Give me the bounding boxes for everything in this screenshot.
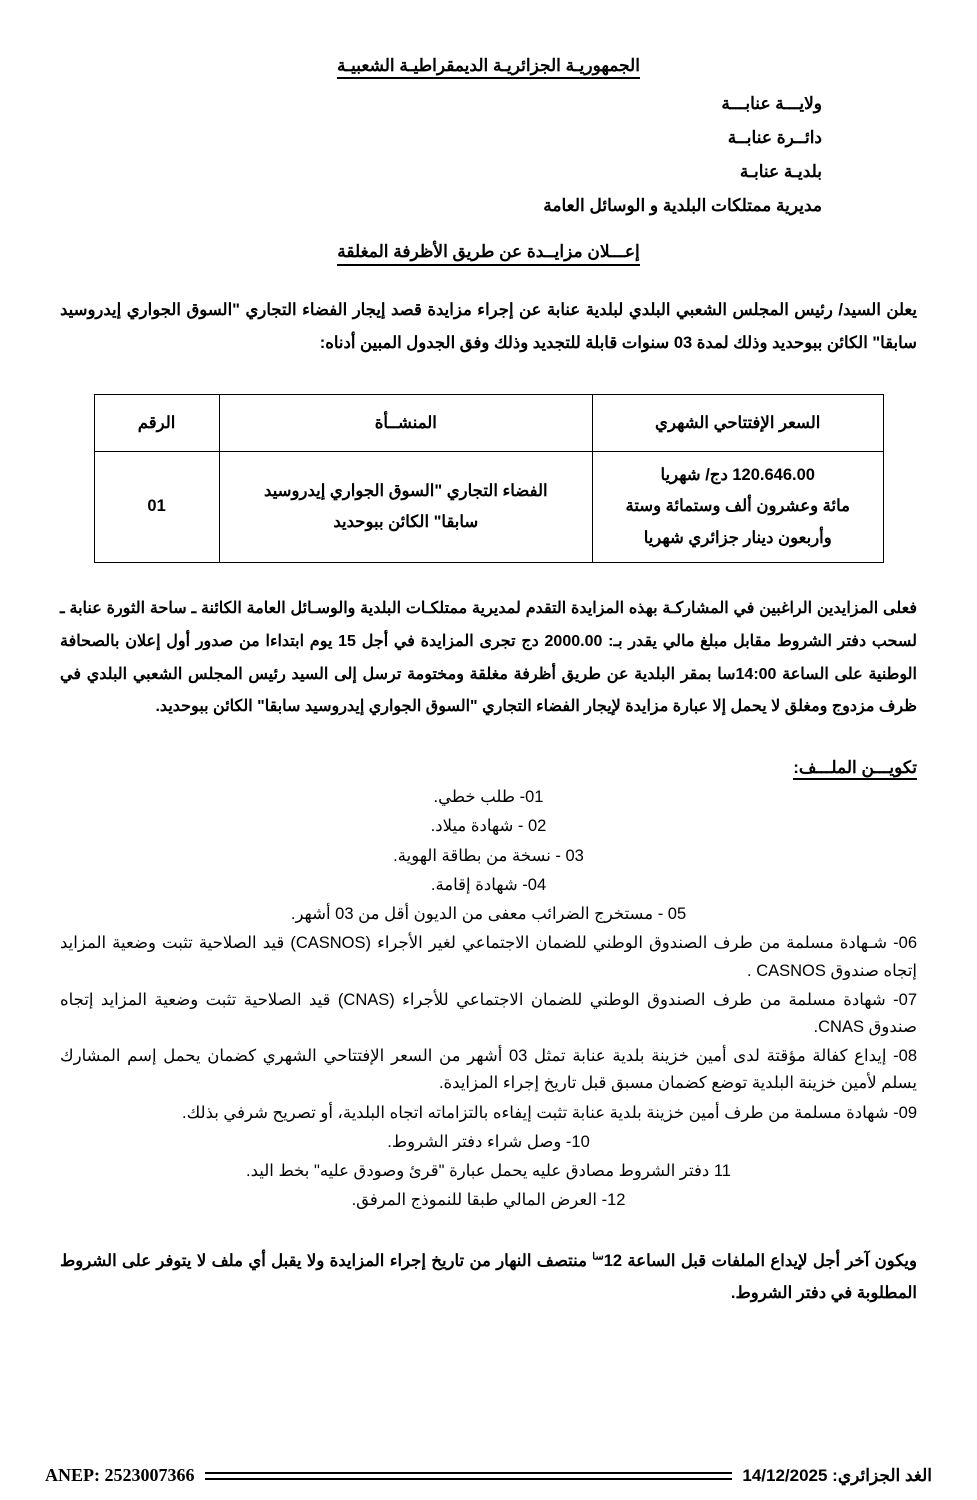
list-item: 08- إيداع كفالة مؤقتة لدى أمين خزينة بلدية عنابة تمثل 03 أشهر من السعر الإفتتاحي الشهري كضمان يحمل إسم المشارك يسلم لأمين خزينة البلدية توضع كضمان مسبق قبل تاريخ إجراء المزايدة. bbox=[60, 1047, 917, 1093]
establishment-line-1: الفضاء التجاري "السوق الجواري إيدروسيد bbox=[264, 481, 548, 500]
announcement-title-wrap bbox=[60, 242, 917, 266]
table-row bbox=[94, 452, 883, 563]
newspaper-date: الغد الجزائري: 14/12/2025 bbox=[742, 1465, 932, 1485]
file-section-title-text: تكويـــن الملـــف: bbox=[793, 758, 917, 780]
footer-divider bbox=[205, 1472, 733, 1480]
baladia-line: بلديـة عنابـة bbox=[739, 162, 822, 181]
page-footer bbox=[0, 1465, 977, 1486]
cell-number: 01 bbox=[94, 452, 219, 563]
list-item: 11 دفتر الشروط مصادق عليه يحمل عبارة "قرئ وصودق عليه" بخط اليد. bbox=[246, 1162, 731, 1181]
closing-text-before: ويكون آخر أجل لإيداع الملفات قبل الساعة 12 bbox=[603, 1251, 917, 1270]
price-amount: 120.646.00 دج/ شهريا bbox=[660, 466, 815, 484]
header-number: الرقم bbox=[94, 395, 219, 452]
price-words-line-1: مائة وعشرون ألف وستمائة وستة bbox=[625, 497, 850, 516]
list-item: 09- شهادة مسلمة من طرف أمين خزينة بلدية عنابة تثبت إيفاءه بالتزاماته اتجاه البلدية، أو تصريح شرفي بذلك. bbox=[182, 1103, 917, 1122]
republic-heading bbox=[60, 56, 917, 76]
bid-table bbox=[94, 394, 884, 563]
closing-text-after: منتصف النهار من تاريخ إجراء المزايدة ولا يقبل أي ملف لا يتوفر على الشروط المطلوبة في دفتر الشروط. bbox=[60, 1251, 917, 1302]
file-requirements-list bbox=[60, 784, 917, 1214]
announcement-title: إعـــلان مزايــدة عن طريق الأظرفة المغلقة bbox=[337, 242, 640, 266]
wilaya-line: ولايـــة عنابـــة bbox=[721, 94, 822, 113]
list-item: 10- وصل شراء دفتر الشروط. bbox=[387, 1132, 590, 1151]
list-item: 12- العرض المالي طبقا للنموذج المرفق. bbox=[351, 1191, 626, 1210]
list-item: 07- شهادة مسلمة من طرف الصندوق الوطني للضمان الاجتماعي للأجراء (CNAS) قيد الصلاحية تثبت وضعية المزايد إتجاه صندوق CNAS. bbox=[60, 990, 917, 1036]
list-item: 03 - نسخة من بطاقة الهوية. bbox=[393, 846, 584, 865]
establishment-line-2: سابقا" الكائن ببوحديد bbox=[333, 513, 479, 532]
cell-establishment bbox=[219, 452, 592, 563]
file-section-title bbox=[60, 758, 917, 778]
administrative-headings bbox=[60, 94, 917, 216]
list-item: 02 - شهادة ميلاد. bbox=[430, 817, 547, 836]
list-item: 06- شـهادة مسلمة من طرف الصندوق الوطني للضمان الاجتماعي لغير الأجراء (CASNOS) قيد الصلاحية تثبت وضعية المزايد إتجاه صندوق CASNOS . bbox=[60, 934, 917, 980]
direction-line: مديرية ممتلكات البلدية و الوسائل العامة bbox=[543, 196, 822, 215]
table-header-row bbox=[94, 395, 883, 452]
body-paragraph: فعلى المزايدين الراغبين في المشاركـة بهذه المزايدة التقدم لمديرية ممتلكـات البلدية والوسـائل العامة الكائنة ـ ساحة الثورة عنابة ـ لسحب دفتر الشروط مقابل مبلغ مالي يقدر بـ: 2000.00 دج تجرى المزايدة في أجل 15 يوم ابتداءا من صدور أول إعلان بالصحافة الوطنية على الساعة 14:00سا بمقر البلدية عن طريق أظرفة مغلقة ومختومة ترسل إلى السيد رئيس المجلس الشعبي البلدي في ظرف مزدوج ومغلق لا يحمل إلا عبارة مزايدة لإيجار الفضاء التجاري "السوق الجواري إيدروسيد سابقا" الكائن ببوحديد. bbox=[60, 600, 918, 716]
list-item: 01- طلب خطي. bbox=[433, 788, 544, 807]
republic-heading-text: الجمهوريـة الجزائريـة الديمقراطيـة الشعبيـة bbox=[337, 56, 640, 79]
list-item: 04- شهادة إقامة. bbox=[430, 875, 547, 894]
closing-superscript: سا bbox=[592, 1251, 604, 1262]
cell-price bbox=[592, 452, 883, 563]
closing-paragraph bbox=[60, 1245, 917, 1309]
intro-paragraph: يعلن السيد/ رئيس المجلس الشعبي البلدي لبلدية عنابة عن إجراء مزايدة قصد إيجار الفضاء التجاري "السوق الجواري إيدروسيد سابقا" الكائن ببوحديد وذلك لمدة 03 سنوات قابلة للتجديد وذلك وفق الجدول المبين أدناه: bbox=[60, 301, 917, 352]
price-words-line-2: وأربعون دينار جزائري شهريا bbox=[643, 528, 832, 547]
header-price: السعر الإفتتاحي الشهري bbox=[592, 395, 883, 452]
anep-reference: ANEP: 2523007366 bbox=[45, 1465, 195, 1485]
list-item: 05 - مستخرج الضرائب معفى من الديون أقل من 03 أشهر. bbox=[290, 905, 687, 924]
daira-line: دائــرة عنابــة bbox=[727, 128, 822, 147]
header-establishment: المنشــأة bbox=[219, 395, 592, 452]
